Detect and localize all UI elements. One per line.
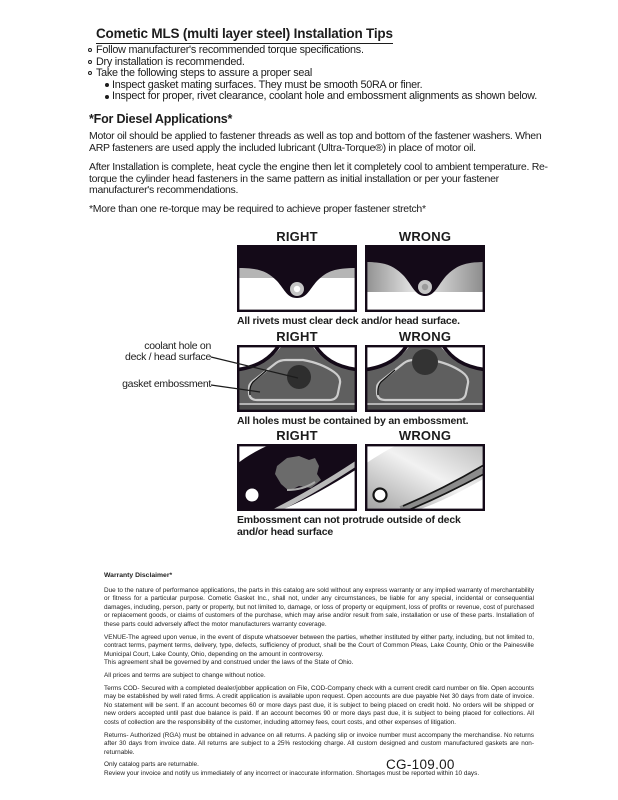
diesel-heading: *For Diesel Applications* [89,112,233,126]
bullet-item [88,45,558,57]
figure-caption: Embossment can not protrude outside of deck and/or head surface [237,514,461,538]
open-bullet-icon [88,71,92,75]
warranty-paragraph: Due to the nature of performance applications, the parts in this catalog are sold without any express warranty or any implied warranty of merchantability or fitness for a particular purpose. Cometic Gasket Inc., shall not, under any circumstances, be liable for any special, incidental or consequential damages, including, person, party or property, but not limited to, damage, or loss of property or equipment, loss of profits or revenue, cost of purchased or replacement goods, or claims of customers of the purchase, which may arise and/or result from sale, installation or use of these parts. Installation of these parts could adversely affect the motor manufacturers warranty coverage. [104,586,534,628]
bullet-list [88,45,558,103]
warranty-paragraph: Review your invoice and notify us immediately of any incorrect or inaccurate information. Shortages must be reported within 10 days. [104,769,480,777]
wrong-label: WRONG [398,229,452,244]
bolt-hole [374,489,387,502]
annotation-line: deck / head surface [125,351,211,364]
annotation-coolant-hole [105,341,211,363]
diesel-paragraph: After Installation is complete, heat cycle the engine then let it completely cool to ambient temperature. Re-torque the cylinder head fasteners in the same pattern as initial installation or per your fastener manufacturer's recommendations. [89,161,548,197]
wrong-label: WRONG [398,428,452,443]
sub-bullet-item [88,91,558,103]
rivet-right-diagram [237,245,357,312]
warranty-paragraph: VENUE-The agreed upon venue, in the event of dispute whatsoever between the parties, whether instituted by either party, including, but not limited to, contract terms, payment terms, delivery, type, defects, sufficiency of product, shall be the Court of Common Pleas, Lake County, Ohio or the Painesville Municipal Court, Lake County, Ohio, depending on the amount in controversy. [104,633,534,658]
right-label: RIGHT [276,428,318,443]
open-bullet-icon [88,48,92,52]
warranty-paragraph: Terms COD- Secured with a completed dealer/jobber application on File, COD-Company check with a current credit card number on file. Open accounts may be established by well rated firms. A credit application is available upon request. Open accounts are due payable Net 30 days from date of invoice. No statement will be sent. If an account becomes 60 or more days past due, it is subject to being placed on credit hold. No orders will be shipped or new orders accepted until past due balance is paid. If an account becomes 90 or more days past due, it is subject to being placed for collections. All costs of collection are the responsibility of the customer, including attorney fees, court costs, and other expenses of litigation. [104,684,534,726]
warranty-paragraph: Only catalog parts are returnable. [104,761,199,769]
bullet-text: Dry installation is recommended. [96,55,245,68]
sub-bullet-text: Inspect gasket mating surfaces. They must be smooth 50RA or finer. [112,78,423,91]
warranty-heading: Warranty Disclaimer* [104,572,173,579]
figure-caption: All rivets must clear deck and/or head surface. [237,315,460,327]
warranty-paragraph: This agreement shall be governed by and construed under the laws of the State of Ohio. [104,659,354,667]
rivet-wrong-diagram [365,245,485,312]
hole-wrong-diagram [365,345,485,412]
right-label: RIGHT [276,229,318,244]
dot-bullet-icon [105,83,109,87]
figure-group-rivets [237,230,537,327]
wrong-label: WRONG [398,329,452,344]
embossment-wrong-diagram [365,444,485,511]
figure-caption: All holes must be contained by an embossment. [237,415,469,427]
bolt-hole [246,489,259,502]
warranty-disclaimer-section [104,572,534,782]
annotation-gasket-embossment: gasket embossment [122,378,211,390]
annotation-line: coolant hole on [144,340,211,352]
page-number: CG-109.00 [386,757,455,772]
figure-group-embossment [237,429,485,538]
diesel-section [89,114,551,216]
page-title: Cometic MLS (multi layer steel) Installation Tips [96,26,393,44]
warranty-paragraph: All prices and terms are subject to change without notice. [104,671,266,679]
leader-lines [210,352,302,396]
right-label: RIGHT [276,329,318,344]
dot-bullet-icon [105,95,109,99]
bullet-text: Follow manufacturer's recommended torque specifications. [96,44,364,56]
diesel-paragraph: Motor oil should be applied to fastener threads as well as top and bottom of the fastener washers. When ARP fasteners are used apply the included lubricant (Ultra-Torque®) in place of motor oil. [89,130,542,154]
bullet-text: Take the following steps to assure a proper seal [96,67,313,80]
open-bullet-icon [88,60,92,64]
warranty-paragraph: Returns- Authorized (RGA) must be obtained in advance on all returns. A packing slip or invoice number must accompany the merchandise. No returns after 30 days from invoice date. All returns are subject to a 25% restocking charge. All custom designed and custom manufactured gaskets are non-returnable. [104,731,534,756]
coolant-hole [412,349,438,375]
embossment-right-diagram [237,444,357,511]
diesel-note: *More than one re-torque may be required to achieve proper fastener stretch* [89,203,426,216]
sub-bullet-text: Inspect for proper, rivet clearance, coolant hole and embossment alignments as shown below. [112,90,537,103]
